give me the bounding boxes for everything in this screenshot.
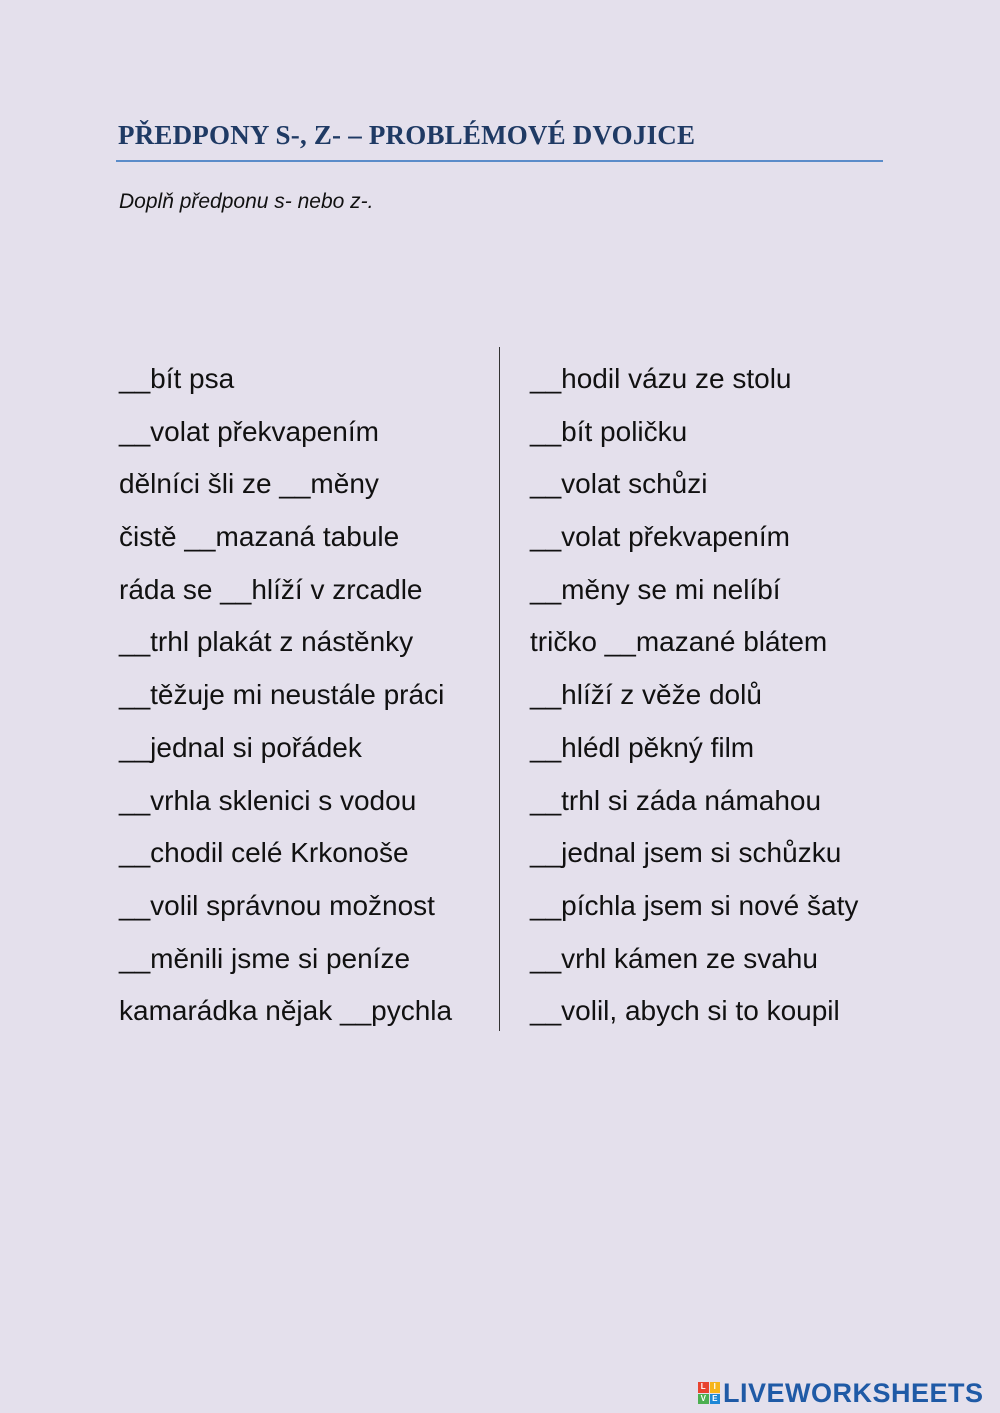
- exercise-item: __jednal jsem si schůzku: [530, 837, 842, 869]
- logo-tile: E: [710, 1394, 721, 1405]
- exercise-item: __těžuje mi neustále práci: [119, 679, 445, 711]
- exercise-item: __bít poličku: [530, 415, 688, 447]
- exercise-item: dělníci šli ze __měny: [119, 468, 379, 500]
- exercise-item: __měnili jsme si peníze: [119, 942, 411, 974]
- exercise-column-left: [119, 360, 452, 1045]
- exercise-item: __měny se mi nelíbí: [530, 573, 781, 605]
- exercise-item: __volat překvapením: [530, 521, 790, 553]
- liveworksheets-logo[interactable]: [698, 1378, 984, 1408]
- exercise-item: __vrhla sklenici s vodou: [119, 784, 417, 816]
- exercise-item: kamarádka nějak __pychla: [119, 995, 453, 1027]
- exercise-item: __trhl si záda námahou: [530, 784, 822, 816]
- exercise-item: __volil správnou možnost: [119, 889, 435, 921]
- exercise-item: __píchla jsem si nové šaty: [530, 889, 859, 921]
- exercise-item: __chodil celé Krkonoše: [119, 837, 409, 869]
- exercise-item: __hlédl pěkný film: [530, 731, 755, 763]
- exercise-item: __hodil vázu ze stolu: [530, 363, 792, 394]
- title-underline: [116, 160, 883, 162]
- liveworksheets-logo-icon: [698, 1382, 720, 1404]
- exercise-column-right: [530, 360, 858, 1045]
- logo-tile: I: [710, 1382, 721, 1393]
- exercise-item: __bít psa: [119, 363, 235, 394]
- exercise-item: __jednal si pořádek: [119, 731, 362, 763]
- exercise-item: ráda se __hlíží v zrcadle: [119, 573, 423, 605]
- exercise-item: __hlíží z věže dolů: [530, 679, 762, 711]
- logo-tile: L: [698, 1382, 709, 1393]
- exercise-item: tričko __mazané blátem: [530, 626, 828, 658]
- column-divider: [499, 347, 500, 1031]
- exercise-item: __trhl plakát z nástěnky: [119, 626, 414, 658]
- exercise-item: __volil, abych si to koupil: [530, 995, 840, 1027]
- instruction-text: Doplň předponu s- nebo z-.: [119, 190, 374, 213]
- exercise-item: __vrhl kámen ze svahu: [530, 942, 818, 974]
- page-title: PŘEDPONY S-, Z- – PROBLÉMOVÉ DVOJICE: [118, 120, 696, 150]
- logo-tile: V: [698, 1394, 709, 1405]
- logo-text: LIVEWORKSHEETS: [723, 1378, 984, 1408]
- exercise-item: __volat schůzi: [530, 468, 708, 500]
- exercise-item: čistě __mazaná tabule: [119, 521, 400, 553]
- exercise-item: __volat překvapením: [119, 415, 379, 447]
